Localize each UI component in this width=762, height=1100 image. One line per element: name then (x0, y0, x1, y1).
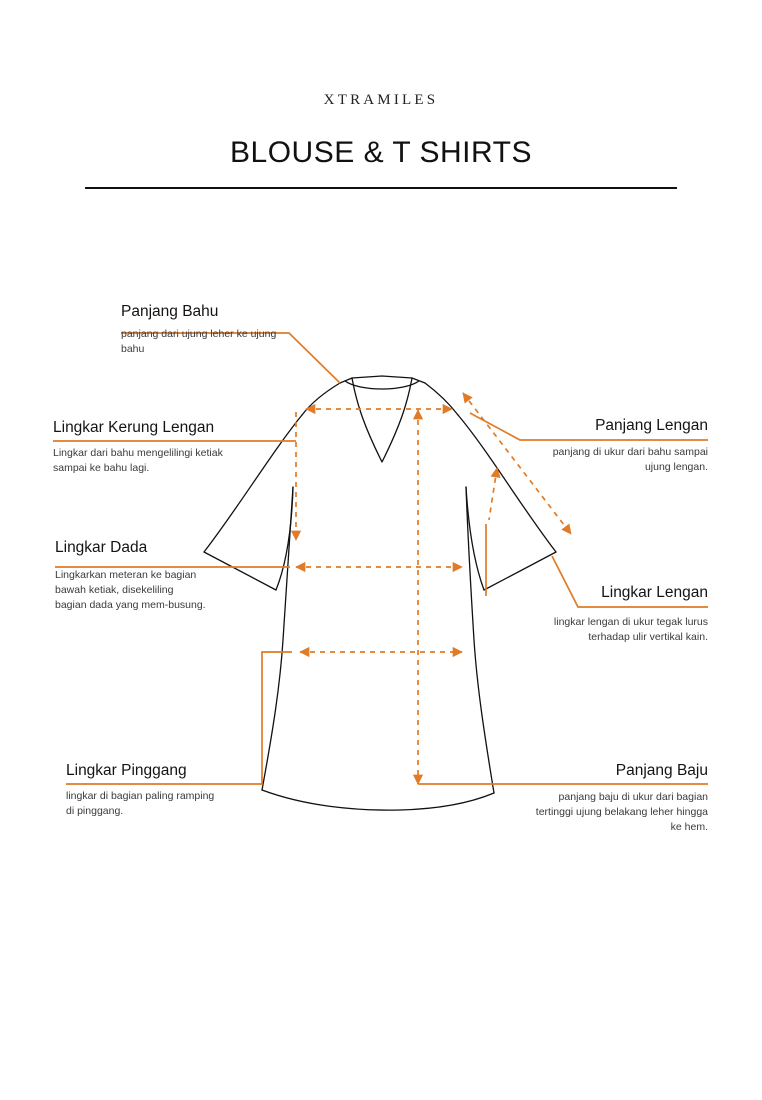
measurement-title: Lingkar Pinggang (66, 762, 187, 779)
measurement-description: lingkar di bagian paling ramping di pinggang. (66, 789, 215, 817)
measurement-description: panjang baju di ukur dari bagian tertinggi ujung belakang leher hingga ke hem. (535, 790, 708, 834)
measurement-lingkar-dada[interactable] (55, 539, 230, 613)
measurement-lingkar-lengan[interactable] (528, 584, 708, 645)
measurement-panjang-bahu[interactable] (121, 303, 296, 357)
measurement-panjang-lengan[interactable] (528, 417, 708, 475)
measurement-title: Lingkar Lengan (601, 584, 708, 601)
measurement-description: panjang dari ujung leher ke ujung bahu (121, 327, 277, 355)
measurement-description: Lingkarkan meteran ke bagian bawah ketiak, disekeliling bagian dada yang mem-busung. (55, 568, 206, 612)
page-title: BLOUSE & T SHIRTS (230, 136, 532, 169)
measurement-lingkar-kerung-lengan[interactable] (53, 419, 253, 476)
measurement-title: Lingkar Dada (55, 539, 148, 556)
measurement-title: Panjang Lengan (595, 417, 708, 434)
measurement-lingkar-pinggang[interactable] (66, 762, 241, 819)
measurement-title: Lingkar Kerung Lengan (53, 419, 215, 436)
measurement-title: Panjang Bahu (121, 303, 219, 320)
measurement-title: Panjang Baju (615, 762, 708, 779)
brand-name: XTRAMILES (323, 92, 439, 108)
measurement-description: Lingkar dari bahu mengelilingi ketiak sampai ke bahu lagi. (53, 446, 223, 474)
measurement-description: panjang di ukur dari bahu sampai ujung lengan. (552, 445, 708, 473)
measurement-description: lingkar lengan di ukur tegak lurus terhadap ulir vertikal kain. (553, 615, 708, 643)
measurement-panjang-baju[interactable] (528, 762, 708, 835)
